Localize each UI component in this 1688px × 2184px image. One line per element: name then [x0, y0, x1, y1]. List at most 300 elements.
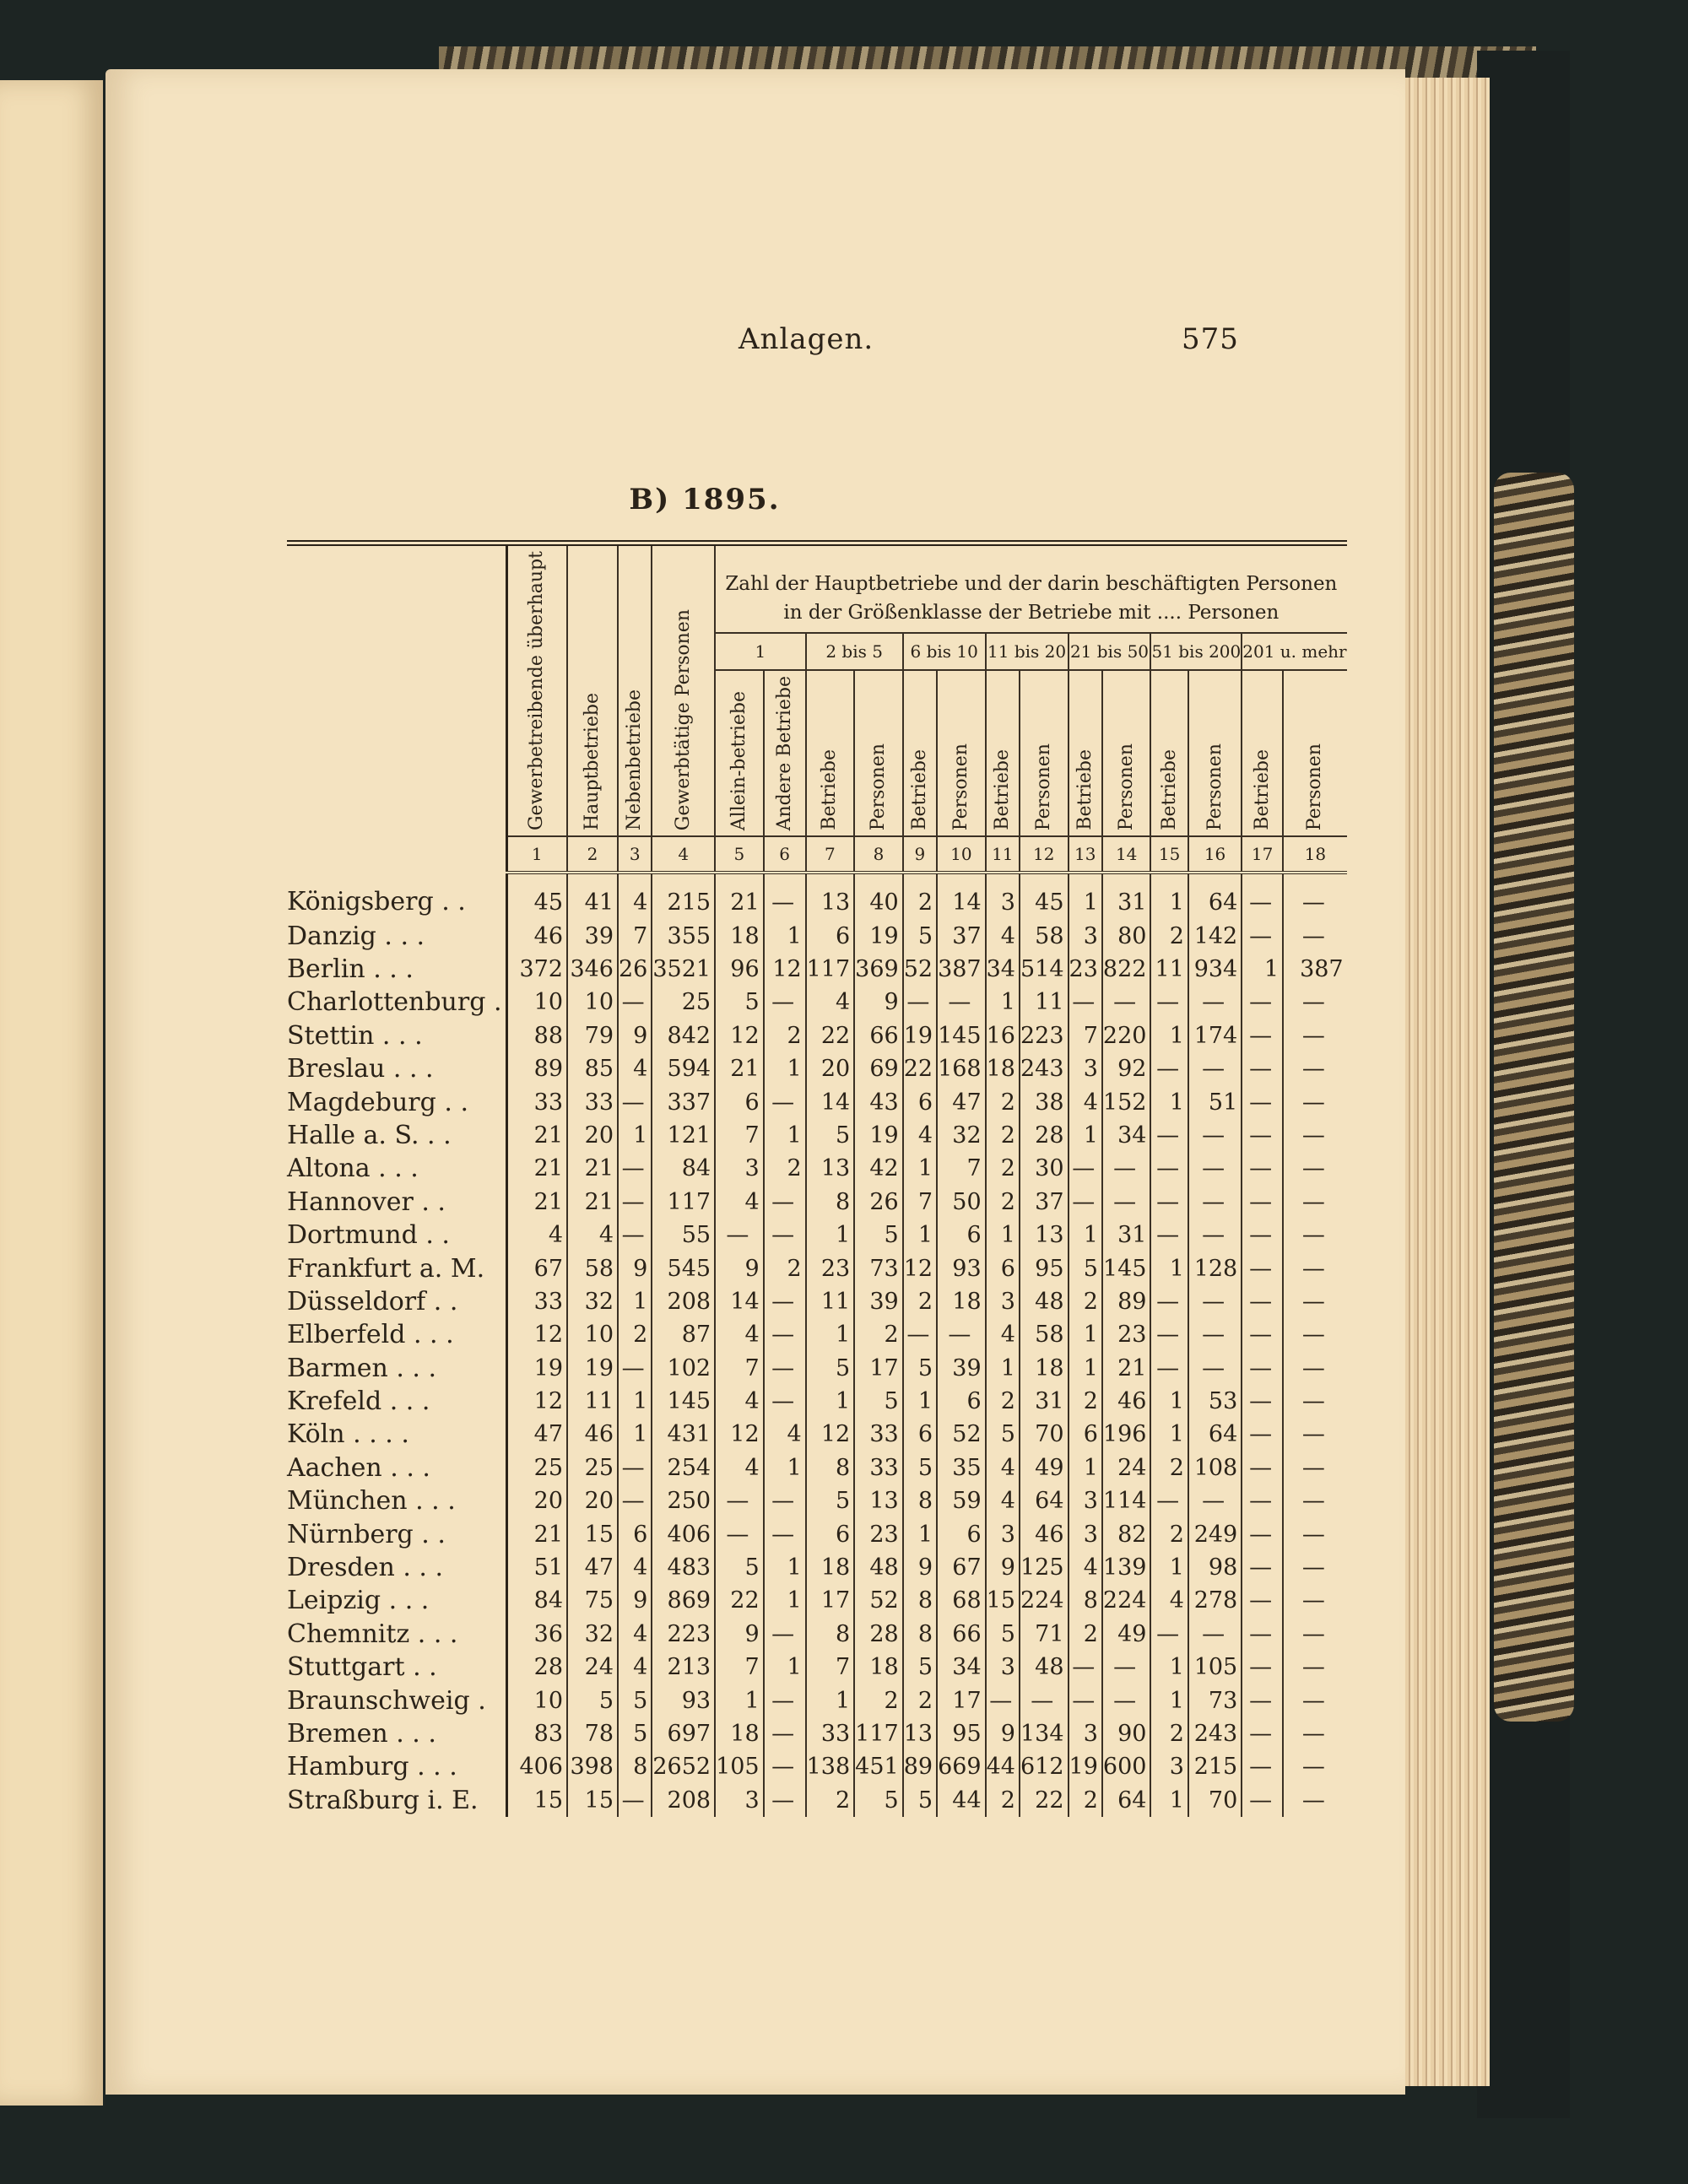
table-row — [287, 1186, 1347, 1219]
table-cell: 5 — [903, 1451, 937, 1484]
table-cell: 2 — [986, 1119, 1020, 1152]
table-cell: 224 — [1020, 1584, 1069, 1617]
table-cell: 1 — [806, 1385, 855, 1418]
table-cell: 34 — [986, 953, 1020, 986]
table-cell: 8 — [1069, 1584, 1102, 1617]
city-name: Hannover . . — [287, 1187, 446, 1217]
table-cell: — — [1150, 1351, 1188, 1384]
table-cell: 25 — [506, 1451, 567, 1484]
table-cell: 1 — [618, 1418, 652, 1451]
sub-betriebe: Betriebe — [1150, 670, 1188, 836]
table-cell: 28 — [506, 1651, 567, 1684]
table-row — [287, 1251, 1347, 1284]
table-cell: 13 — [854, 1484, 903, 1517]
table-cell: — — [1242, 1551, 1283, 1584]
table-cell: — — [1242, 1152, 1283, 1185]
column-number: 12 — [1020, 836, 1069, 873]
table-cell: — — [764, 1750, 806, 1783]
table-cell: 45 — [1020, 873, 1069, 919]
table-cell: 32 — [567, 1285, 618, 1318]
table-cell: 58 — [567, 1251, 618, 1284]
table-cell: 3 — [715, 1784, 764, 1817]
table-cell: 33 — [506, 1085, 567, 1118]
table-cell: 2 — [764, 1152, 806, 1185]
size-class-2-5: 2 bis 5 — [806, 633, 903, 670]
table-cell: — — [764, 1618, 806, 1651]
table-cell: — — [1283, 1052, 1347, 1085]
table-cell: — — [764, 986, 806, 1019]
table-cell: — — [1150, 1186, 1188, 1219]
table-cell: 44 — [937, 1784, 986, 1817]
table-cell: 8 — [618, 1750, 652, 1783]
table-cell: 5 — [854, 1784, 903, 1817]
sub-personen: Personen — [854, 670, 903, 836]
column-number: 8 — [854, 836, 903, 873]
table-cell: 19 — [854, 919, 903, 952]
table-cell: — — [1242, 1651, 1283, 1684]
table-cell: 25 — [652, 986, 715, 1019]
table-cell: — — [903, 1318, 937, 1351]
table-cell: 83 — [506, 1717, 567, 1750]
table-cell: 1 — [1242, 953, 1283, 986]
table-cell: 26 — [854, 1186, 903, 1219]
table-cell: — — [1242, 1418, 1283, 1451]
table-cell: 18 — [854, 1651, 903, 1684]
table-cell: 4 — [567, 1219, 618, 1251]
table-cell: — — [1283, 986, 1347, 1019]
table-cell: 69 — [854, 1052, 903, 1085]
table-cell: — — [1283, 1517, 1347, 1550]
table-cell: 66 — [937, 1618, 986, 1651]
table-cell: — — [1242, 1717, 1283, 1750]
table-row — [287, 1385, 1347, 1418]
table-cell: — — [1069, 1651, 1102, 1684]
table-cell: 47 — [506, 1418, 567, 1451]
table-cell: 98 — [1188, 1551, 1242, 1584]
sub-betriebe: Betriebe — [903, 670, 937, 836]
table-cell: 12 — [806, 1418, 855, 1451]
table-cell: 15 — [567, 1517, 618, 1550]
table-cell: 10 — [567, 986, 618, 1019]
book-page — [106, 69, 1405, 2095]
table-cell: 8 — [806, 1618, 855, 1651]
table-cell: 3 — [986, 1285, 1020, 1318]
table-cell: — — [937, 1318, 986, 1351]
table-cell: 842 — [652, 1019, 715, 1052]
table-cell: 12 — [764, 953, 806, 986]
table-cell: 4 — [986, 1484, 1020, 1517]
table-cell: 89 — [903, 1750, 937, 1783]
table-cell: — — [1283, 1784, 1347, 1817]
table-cell: 483 — [652, 1551, 715, 1584]
table-cell: 16 — [986, 1019, 1020, 1052]
table-cell: 4 — [618, 1618, 652, 1651]
table-cell: 9 — [618, 1019, 652, 1052]
city-name: Bremen . . . — [287, 1718, 436, 1749]
table-cell: — — [618, 1152, 652, 1185]
table-cell: 95 — [1020, 1251, 1069, 1284]
city-name: Düsseldorf . . — [287, 1286, 458, 1316]
table-cell: 250 — [652, 1484, 715, 1517]
table-cell: 48 — [854, 1551, 903, 1584]
table-cell: 243 — [1020, 1052, 1069, 1085]
table-cell: 12 — [715, 1418, 764, 1451]
table-cell: 1 — [806, 1318, 855, 1351]
table-row — [287, 1351, 1347, 1384]
table-cell: 1 — [764, 1119, 806, 1152]
table-cell: 6 — [1069, 1418, 1102, 1451]
table-cell: — — [1150, 1285, 1188, 1318]
table-cell: 31 — [1020, 1385, 1069, 1418]
table-cell: — — [1188, 1318, 1242, 1351]
table-cell: — — [1150, 1618, 1188, 1651]
table-cell: 174 — [1188, 1019, 1242, 1052]
table-cell: 142 — [1188, 919, 1242, 952]
table-cell: 6 — [937, 1517, 986, 1550]
table-cell: 8 — [903, 1584, 937, 1617]
table-cell: 34 — [937, 1651, 986, 1684]
table-cell: 26 — [618, 953, 652, 986]
table-cell: 13 — [1020, 1219, 1069, 1251]
table-cell: — — [1242, 1019, 1283, 1052]
table-cell: 90 — [1102, 1717, 1151, 1750]
table-cell: 73 — [854, 1251, 903, 1284]
table-cell: 49 — [1102, 1618, 1151, 1651]
table-cell: 2 — [1069, 1618, 1102, 1651]
column-number: 15 — [1150, 836, 1188, 873]
table-cell: 5 — [715, 986, 764, 1019]
table-cell: 4 — [903, 1119, 937, 1152]
table-cell: 4 — [1069, 1551, 1102, 1584]
table-cell: 1 — [764, 1651, 806, 1684]
table-cell: — — [1283, 1684, 1347, 1716]
table-cell: — — [903, 986, 937, 1019]
table-cell: 1 — [764, 919, 806, 952]
table-cell: 46 — [1102, 1385, 1151, 1418]
table-cell: — — [1102, 986, 1151, 1019]
table-cell: 8 — [806, 1451, 855, 1484]
table-cell: 17 — [854, 1351, 903, 1384]
col-head-hauptbetriebe: Hauptbetriebe — [567, 543, 618, 837]
table-cell: — — [618, 1351, 652, 1384]
table-cell: 64 — [1188, 873, 1242, 919]
table-row — [287, 1750, 1347, 1783]
table-cell: 2 — [986, 1085, 1020, 1118]
table-cell: — — [1242, 919, 1283, 952]
table-cell: — — [764, 873, 806, 919]
table-cell: 15 — [986, 1584, 1020, 1617]
table-row — [287, 1717, 1347, 1750]
table-cell: — — [618, 1085, 652, 1118]
city-name: Breslau . . . — [287, 1054, 434, 1084]
table-row — [287, 1784, 1347, 1817]
table-cell: 1 — [1150, 1651, 1188, 1684]
table-cell: 254 — [652, 1451, 715, 1484]
table-cell: — — [1102, 1152, 1151, 1185]
table-cell: 4 — [806, 986, 855, 1019]
table-cell: 1 — [1069, 1119, 1102, 1152]
column-number: 4 — [652, 836, 715, 873]
table-cell: — — [764, 1385, 806, 1418]
table-cell: 33 — [854, 1418, 903, 1451]
table-cell: 48 — [1020, 1651, 1069, 1684]
table-cell: 2 — [1069, 1285, 1102, 1318]
table-cell: 105 — [715, 1750, 764, 1783]
table-cell: 7 — [715, 1351, 764, 1384]
city-name: Königsberg . . — [287, 887, 466, 917]
table-cell: 11 — [806, 1285, 855, 1318]
column-number: 2 — [567, 836, 618, 873]
table-cell: 52 — [854, 1584, 903, 1617]
table-cell: 20 — [567, 1119, 618, 1152]
table-cell: 21 — [506, 1517, 567, 1550]
table-cell: 1 — [1150, 1784, 1188, 1817]
table-cell: 1 — [1150, 1251, 1188, 1284]
table-cell: 64 — [1102, 1784, 1151, 1817]
table-cell: — — [764, 1517, 806, 1550]
table-cell: — — [1283, 1418, 1347, 1451]
table-cell: 1 — [1150, 1684, 1188, 1716]
city-name: Aachen . . . — [287, 1452, 430, 1483]
table-cell: — — [764, 1186, 806, 1219]
table-cell: — — [764, 1318, 806, 1351]
col-head-gewerbtaetige-personen: Gewerbtätige Personen — [652, 543, 715, 837]
table-cell: 18 — [937, 1285, 986, 1318]
table-cell: 82 — [1102, 1517, 1151, 1550]
table-cell: 44 — [986, 1750, 1020, 1783]
table-cell: 5 — [854, 1219, 903, 1251]
city-name: Köln . . . . — [287, 1419, 409, 1450]
table-row — [287, 1418, 1347, 1451]
sub-personen: Personen — [1283, 670, 1347, 836]
table-cell: 51 — [1188, 1085, 1242, 1118]
table-cell: 6 — [986, 1251, 1020, 1284]
table-cell: 12 — [506, 1385, 567, 1418]
table-cell: 4 — [715, 1318, 764, 1351]
table-cell: 3 — [986, 873, 1020, 919]
table-cell: 4 — [715, 1186, 764, 1219]
table-cell: 3 — [1069, 919, 1102, 952]
table-cell: — — [1283, 1451, 1347, 1484]
group-header: Zahl der Hauptbetriebe und der darin beschäftigten Personen in der Größenklasse der Betriebe mit .... Personen — [715, 543, 1347, 633]
table-cell: 2 — [903, 1285, 937, 1318]
city-name: Stuttgart . . — [287, 1652, 437, 1683]
table-cell: 4 — [618, 873, 652, 919]
table-cell: — — [1242, 1584, 1283, 1617]
table-cell: 3521 — [652, 953, 715, 986]
table-cell: 6 — [618, 1517, 652, 1550]
table-cell: 53 — [1188, 1385, 1242, 1418]
table-cell: 33 — [854, 1451, 903, 1484]
table-cell: 451 — [854, 1750, 903, 1783]
table-cell: — — [1188, 1052, 1242, 1085]
table-cell: 93 — [652, 1684, 715, 1716]
table-cell: 220 — [1102, 1019, 1151, 1052]
table-cell: 6 — [806, 1517, 855, 1550]
table-cell: 117 — [806, 953, 855, 986]
table-cell: 51 — [506, 1551, 567, 1584]
table-cell: 168 — [937, 1052, 986, 1085]
table-cell: 3 — [1069, 1517, 1102, 1550]
table-cell: — — [764, 1717, 806, 1750]
table-cell: 21 — [715, 873, 764, 919]
column-number: 7 — [806, 836, 855, 873]
table-cell: 372 — [506, 953, 567, 986]
table-cell: 46 — [567, 1418, 618, 1451]
city-name: Nürnberg . . — [287, 1519, 446, 1549]
table-cell: 2 — [764, 1019, 806, 1052]
table-cell: 2 — [1150, 1517, 1188, 1550]
table-cell: 545 — [652, 1251, 715, 1284]
table-cell: 139 — [1102, 1551, 1151, 1584]
table-cell: 3 — [1069, 1052, 1102, 1085]
table-cell: 4 — [986, 919, 1020, 952]
table-cell: 125 — [1020, 1551, 1069, 1584]
table-cell: — — [618, 1451, 652, 1484]
table-cell: 2 — [854, 1684, 903, 1716]
table-cell: 4 — [764, 1418, 806, 1451]
table-cell: 23 — [1069, 953, 1102, 986]
table-cell: 28 — [1020, 1119, 1069, 1152]
table-cell: 84 — [652, 1152, 715, 1185]
table-cell: 1 — [764, 1551, 806, 1584]
table-cell: 138 — [806, 1750, 855, 1783]
table-cell: 52 — [937, 1418, 986, 1451]
table-cell: 2 — [1150, 1717, 1188, 1750]
table-cell: — — [1102, 1186, 1151, 1219]
table-cell: 121 — [652, 1119, 715, 1152]
table-cell: 21 — [567, 1186, 618, 1219]
table-cell: 822 — [1102, 953, 1151, 986]
table-cell: 11 — [567, 1385, 618, 1418]
table-row — [287, 1019, 1347, 1052]
table-cell: — — [1283, 1584, 1347, 1617]
table-cell: 7 — [715, 1119, 764, 1152]
table-cell: 1 — [1150, 1019, 1188, 1052]
table-cell: 20 — [506, 1484, 567, 1517]
page-edges — [1397, 78, 1490, 2086]
table-cell: — — [715, 1517, 764, 1550]
table-cell: 2 — [618, 1318, 652, 1351]
table-cell: 3 — [1069, 1717, 1102, 1750]
table-cell: 33 — [567, 1085, 618, 1118]
table-cell: 59 — [937, 1484, 986, 1517]
table-cell: 47 — [567, 1551, 618, 1584]
table-cell: — — [618, 1219, 652, 1251]
table-cell: 2652 — [652, 1750, 715, 1783]
table-cell: 5 — [806, 1119, 855, 1152]
table-cell: 102 — [652, 1351, 715, 1384]
table-cell: 224 — [1102, 1584, 1151, 1617]
table-cell: 22 — [806, 1019, 855, 1052]
table-cell: 4 — [618, 1551, 652, 1584]
city-name: Barmen . . . — [287, 1353, 437, 1383]
col-head-nebenbetriebe: Nebenbetriebe — [618, 543, 652, 837]
table-cell: 337 — [652, 1085, 715, 1118]
table-cell: — — [1150, 1484, 1188, 1517]
table-cell: — — [1283, 1618, 1347, 1651]
table-cell: 13 — [903, 1717, 937, 1750]
table-cell: 68 — [937, 1584, 986, 1617]
city-name: Frankfurt a. M. — [287, 1253, 485, 1284]
table-cell: — — [1283, 1285, 1347, 1318]
table-cell: 114 — [1102, 1484, 1151, 1517]
table-cell: — — [1242, 1684, 1283, 1716]
table-cell: 2 — [806, 1784, 855, 1817]
table-cell: 23 — [806, 1251, 855, 1284]
column-number: 3 — [618, 836, 652, 873]
table-cell: 2 — [764, 1251, 806, 1284]
table-cell: 1 — [903, 1385, 937, 1418]
table-cell: 22 — [1020, 1784, 1069, 1817]
table-cell: 19 — [506, 1351, 567, 1384]
table-cell: 346 — [567, 953, 618, 986]
column-number: 6 — [764, 836, 806, 873]
table-cell: 1 — [903, 1152, 937, 1185]
table-cell: 1 — [986, 986, 1020, 1019]
table-cell: 6 — [903, 1085, 937, 1118]
table-cell: 5 — [567, 1684, 618, 1716]
table-row — [287, 1119, 1347, 1152]
table-cell: 134 — [1020, 1717, 1069, 1750]
table-cell: 19 — [854, 1119, 903, 1152]
table-cell: 4 — [1069, 1085, 1102, 1118]
table-cell: 80 — [1102, 919, 1151, 952]
table-cell: 32 — [567, 1618, 618, 1651]
table-cell: 6 — [937, 1219, 986, 1251]
table-cell: 4 — [506, 1219, 567, 1251]
column-number: 10 — [937, 836, 986, 873]
table-cell: 40 — [854, 873, 903, 919]
table-cell: — — [937, 986, 986, 1019]
table-cell: 1 — [903, 1219, 937, 1251]
table-cell: 152 — [1102, 1085, 1151, 1118]
table-cell: 12 — [506, 1318, 567, 1351]
table-cell: 1 — [1069, 1318, 1102, 1351]
table-cell: 7 — [1069, 1019, 1102, 1052]
city-name: Altona . . . — [287, 1154, 419, 1184]
table-cell: 93 — [937, 1251, 986, 1284]
table-cell: 46 — [1020, 1517, 1069, 1550]
table-cell: 33 — [506, 1285, 567, 1318]
column-number: 11 — [986, 836, 1020, 873]
city-name: Hamburg . . . — [287, 1752, 457, 1782]
table-row — [287, 1219, 1347, 1251]
city-name: Berlin . . . — [287, 954, 414, 984]
table-cell: — — [1242, 1119, 1283, 1152]
table-cell: 869 — [652, 1584, 715, 1617]
table-cell: — — [764, 1484, 806, 1517]
table-cell: 25 — [567, 1451, 618, 1484]
table-cell: — — [618, 1186, 652, 1219]
table-cell: 3 — [986, 1651, 1020, 1684]
table-cell: 95 — [937, 1717, 986, 1750]
table-cell: — — [764, 1684, 806, 1716]
table-cell: 1 — [1150, 1418, 1188, 1451]
page-number: 575 — [1182, 322, 1239, 356]
table-cell: 43 — [854, 1085, 903, 1118]
table-cell: 85 — [567, 1052, 618, 1085]
table-cell: 7 — [937, 1152, 986, 1185]
table-cell: 5 — [903, 1351, 937, 1384]
table-cell: 21 — [567, 1152, 618, 1185]
table-cell: — — [1242, 1219, 1283, 1251]
table-cell: 1 — [618, 1385, 652, 1418]
table-cell: 514 — [1020, 953, 1069, 986]
table-cell: 4 — [986, 1451, 1020, 1484]
left-page-edge — [0, 80, 103, 2106]
table-cell: — — [1242, 1251, 1283, 1284]
